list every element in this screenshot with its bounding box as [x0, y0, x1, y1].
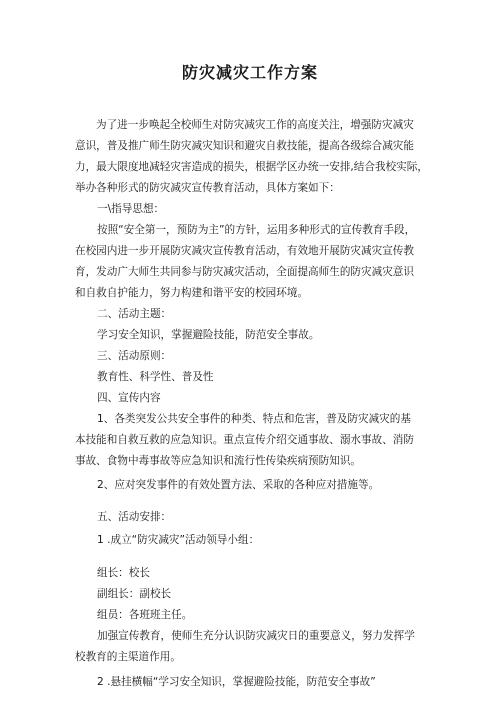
- paragraph-line: 1、各类突发公共安全事件的种类、特点和危害，普及防灾减灾的基: [97, 413, 411, 425]
- paragraph-line: 副组长：副校长: [97, 588, 172, 600]
- paragraph-line: 组员：各班班主任。: [97, 609, 193, 621]
- paragraph-line: 意识，普及推广师生防灾减灾知识和避灾自救技能，提高各级综合减灾能: [75, 140, 414, 152]
- paragraph-line: 和自救自护能力，努力构建和谐平安的校园环境。: [75, 287, 309, 299]
- document-title: 防灾减灾工作方案: [181, 63, 318, 82]
- paragraph-line: 学习安全知识，掌握避险技能，防范安全事故。: [97, 329, 320, 341]
- paragraph-line: 2、应对突发事件的有效处置方法、采取的各种应对措施等。: [97, 479, 380, 491]
- paragraph-line: 1 .成立“防灾减灾”活动领导小组：: [97, 534, 260, 546]
- section-heading: 三、活动原则：: [97, 350, 172, 362]
- paragraph-line: 在校园内进一步开展防灾减灾宣传教育活动，有效地开展防灾减灾宣传教: [75, 245, 414, 257]
- paragraph-line: 力，最大限度地减轻灾害造成的损失，根据学区办统一安排,结合我校实际，: [75, 161, 428, 173]
- paragraph-line: 2 .悬挂横幅“学习安全知识，掌握避险技能，防范安全事故”: [97, 676, 376, 688]
- paragraph-line: 本技能和自救互救的应急知识。重点宣传介绍交通事故、溺水事故、消防: [75, 434, 414, 446]
- paragraph-line: 为了进一步唤起全校师生对防灾减灾工作的高度关注，增强防灾减灾: [96, 119, 414, 131]
- paragraph-line: 组长：校长: [97, 567, 150, 579]
- section-heading: 一\指导思想：: [97, 203, 165, 215]
- paragraph-line: 按照“安全第一，预防为主”的方针，运用多种形式的宣传教育手段，: [97, 224, 416, 236]
- paragraph-line: 教育性、科学性、普及性: [97, 371, 214, 383]
- paragraph-line: 事故、食物中毒事故等应急知识和流行性传染疾病预防知识。: [75, 455, 362, 467]
- paragraph-line: 举办各种形式的防灾减灾宣传教育活动，具体方案如下：: [75, 182, 340, 194]
- section-heading: 四、宣传内容: [97, 392, 161, 404]
- section-heading: 二、活动主题：: [97, 308, 172, 320]
- paragraph-line: 加强宣传教育，使师生充分认识防灾减灾日的重要意义，努力发挥学: [97, 630, 415, 642]
- paragraph-line: 育，发动广大师生共同参与防灾减灾活动，全面提高师生的防灾减灾意识: [75, 266, 414, 278]
- paragraph-line: 校教育的主渠道作用。: [75, 651, 181, 663]
- section-heading: 五、活动安排：: [97, 511, 172, 523]
